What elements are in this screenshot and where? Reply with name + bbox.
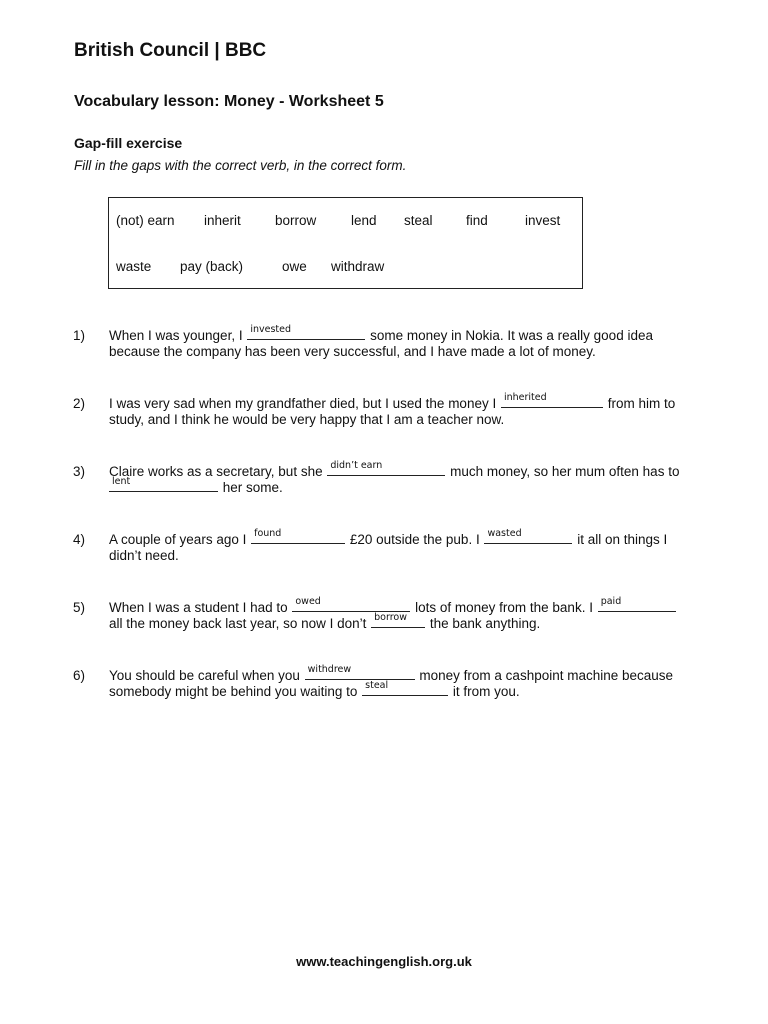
question-text: her some. xyxy=(219,480,283,495)
word-box-item: find xyxy=(466,213,488,228)
word-box-item: invest xyxy=(525,213,561,228)
question-text: didn’t need. xyxy=(109,548,179,563)
question-text: from him to xyxy=(603,396,676,411)
answer-text: steal xyxy=(365,680,389,691)
question-text: A couple of years ago I xyxy=(109,532,251,547)
word-box-item: (not) earn xyxy=(116,213,175,228)
answer-text: invested xyxy=(250,324,292,335)
answer-gap[interactable] xyxy=(305,664,415,680)
word-box-item: borrow xyxy=(275,213,317,228)
question-text: it from you. xyxy=(449,684,520,699)
exercise-title: Gap-fill exercise xyxy=(74,135,183,151)
question-text: all the money back last year, so now I don’t xyxy=(109,616,371,631)
worksheet-title: Vocabulary lesson: Money - Worksheet 5 xyxy=(74,93,384,110)
question-text: it all on things I xyxy=(573,532,668,547)
question-text: When I was younger, I xyxy=(109,328,247,343)
word-box-item: inherit xyxy=(204,213,241,228)
answer-text: withdrew xyxy=(307,664,352,675)
question-number: 3) xyxy=(73,464,86,479)
answer-text: wasted xyxy=(487,528,522,539)
question-text: lots of money from the bank. I xyxy=(411,600,597,615)
answer-gap[interactable] xyxy=(371,612,425,628)
footer-url[interactable]: www.teachingenglish.org.uk xyxy=(296,954,472,969)
answer-text: paid xyxy=(600,596,622,607)
question-number: 6) xyxy=(73,668,86,683)
question-text: £20 outside the pub. I xyxy=(346,532,484,547)
question-text: Claire works as a secretary, but she xyxy=(109,464,327,479)
answer-gap[interactable] xyxy=(247,324,365,340)
answer-text: inherited xyxy=(503,392,547,403)
answer-gap[interactable] xyxy=(327,460,445,476)
answer-text: borrow xyxy=(374,612,408,623)
question-text: You should be careful when you xyxy=(109,668,304,683)
exercise-instructions: Fill in the gaps with the correct verb, in the correct form. xyxy=(74,158,407,173)
answer-text: owed xyxy=(295,596,321,607)
question-text: much money, so her mum often has to xyxy=(446,464,680,479)
answer-gap[interactable] xyxy=(109,476,218,492)
answer-text: didn’t earn xyxy=(330,460,383,471)
question-text: somebody might be behind you waiting to xyxy=(109,684,362,699)
question-text: because the company has been very successful, and I have made a lot of money. xyxy=(109,344,596,359)
brand-header: British Council | BBC xyxy=(74,40,267,61)
word-box-item: withdraw xyxy=(331,259,385,274)
answer-gap[interactable] xyxy=(484,528,572,544)
question-text: I was very sad when my grandfather died, but I used the money I xyxy=(109,396,500,411)
answer-gap[interactable] xyxy=(251,528,345,544)
answer-text: found xyxy=(254,528,282,539)
answer-gap[interactable] xyxy=(501,392,603,408)
word-box-item: waste xyxy=(116,259,152,274)
word-box-item: lend xyxy=(351,213,377,228)
question-number: 5) xyxy=(73,600,86,615)
answer-text: lent xyxy=(112,476,131,487)
question-text: study, and I think he would be very happy that I am a teacher now. xyxy=(109,412,505,427)
question-number: 2) xyxy=(73,396,86,411)
question-text: money from a cashpoint machine because xyxy=(415,668,674,683)
answer-gap[interactable] xyxy=(362,680,448,696)
word-box-item: owe xyxy=(282,259,307,274)
word-box-item: pay (back) xyxy=(180,259,244,274)
answer-gap[interactable] xyxy=(598,596,676,612)
question-text: some money in Nokia. It was a really good idea xyxy=(366,328,653,343)
question-text: When I was a student I had to xyxy=(109,600,292,615)
question-number: 1) xyxy=(73,328,86,343)
word-box-item: steal xyxy=(404,213,433,228)
question-text: the bank anything. xyxy=(426,616,541,631)
word-box xyxy=(108,197,583,289)
question-number: 4) xyxy=(73,532,86,547)
